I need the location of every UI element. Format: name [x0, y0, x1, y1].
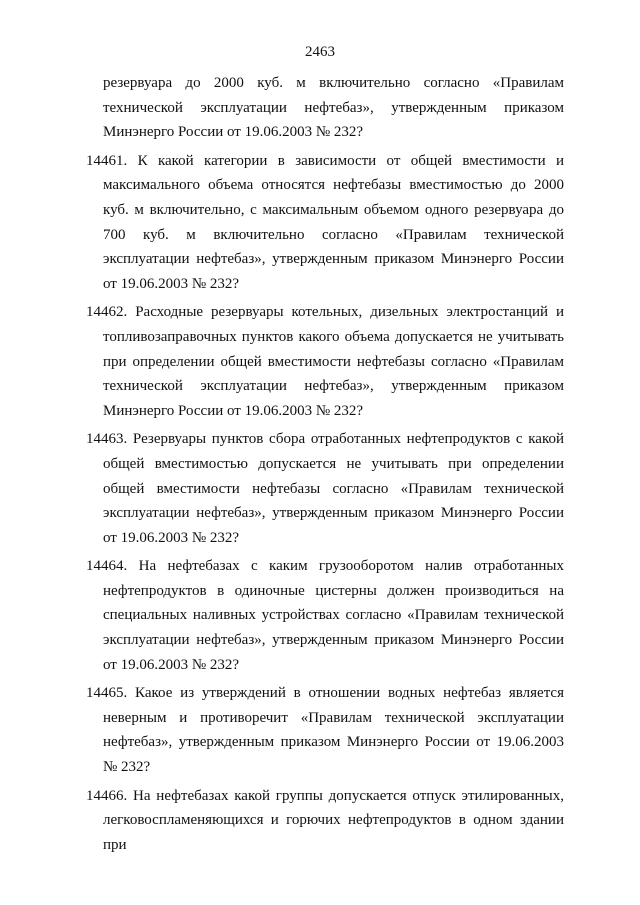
question-text: На нефтебазах с каким грузооборотом налив отработанных нефтепродуктов в одиночные цистерны должен производиться на специальных наливных устройствах согласно «Правилам технической эксплуатации нефтебаз», утвержденным приказом Минэнерго России от 19.06.2003 № 232?: [103, 558, 565, 673]
question-text: К какой категории в зависимости от общей вместимости и максимального объема относятся нефтебазы вместимостью до 2000 куб. м включительно, с максимальным объемом одного резервуара до 700 куб. м включительно согласно «Правилам технической эксплуатации нефтебаз», утвержденным приказом Минэнерго России от 19.06.2003 № 232?: [103, 152, 564, 292]
question-14465: [86, 681, 564, 779]
question-number: 14465.: [86, 685, 128, 702]
question-number: 14463.: [86, 431, 128, 448]
question-text: На нефтебазах какой группы допускается отпуск этилированных, легковоспламеняющихся и горючих нефтепродуктов в одном здании при: [103, 787, 564, 853]
page-number: 2463: [305, 44, 335, 60]
question-14462: [86, 300, 564, 423]
question-14461: [86, 149, 564, 297]
question-number: 14464.: [86, 558, 128, 575]
question-number: 14466.: [86, 787, 128, 804]
question-14464: [86, 554, 564, 677]
question-number: 14461.: [86, 152, 128, 169]
question-text: Какое из утверждений в отношении водных нефтебаз является неверным и противоречит «Правилам технической эксплуатации нефтебаз», утвержденным приказом Минэнерго России от 19.06.2003 № 232?: [103, 685, 564, 776]
question-text: Резервуары пунктов сбора отработанных нефтепродуктов с какой общей вместимостью допускается не учитывать при определении общей вместимости нефтебазы согласно «Правилам технической эксплуатации нефтебаз», утвержденным приказом Минэнерго России от 19.06.2003 № 232?: [103, 431, 564, 546]
question-text: Расходные резервуары котельных, дизельных электростанций и топливозаправочных пунктов какого объема допускается не учитывать при определении общей вместимости нефтебазы согласно «Правилам технической эксплуатации нефтебаз», утвержденным приказом Минэнерго России от 19.06.2003 № 232?: [103, 304, 565, 419]
question-number: 14462.: [86, 304, 128, 321]
question-14466: [86, 784, 564, 858]
question-14463: [86, 427, 564, 550]
continuation-paragraph: резервуара до 2000 куб. м включительно согласно «Правилам технической эксплуатации нефтебаз», утвержденным приказом Минэнерго России от 19.06.2003 № 232?: [103, 75, 564, 141]
document-body: [86, 71, 564, 861]
